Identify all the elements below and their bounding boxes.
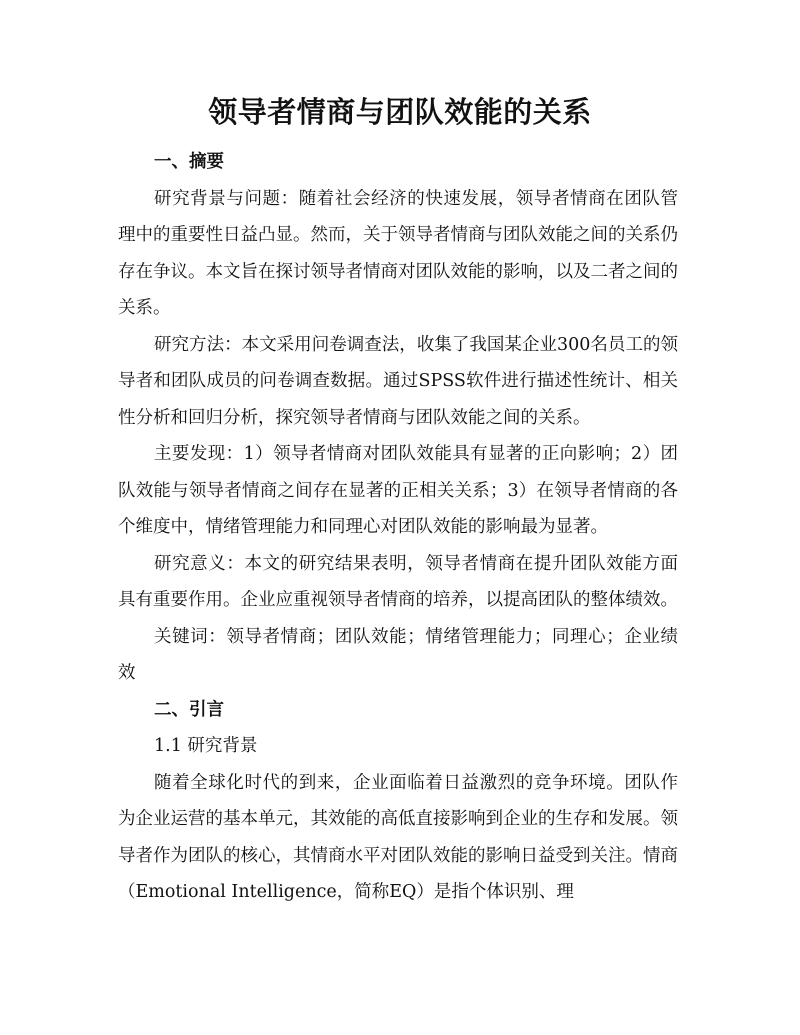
abstract-method-paragraph: 研究方法：本文采用问卷调查法，收集了我国某企业300名员工的领导者和团队成员的问卷调查数据。通过SPSS软件进行描述性统计、相关性分析和回归分析，探究领导者情商与团队效能之间的关系。 — [118, 334, 678, 428]
research-background-subheading: 1.1 研究背景 — [154, 736, 258, 756]
document-title: 领导者情商与团队效能的关系 — [208, 95, 592, 129]
keywords-paragraph: 关键词：领导者情商；团队效能；情绪管理能力；同理心；企业绩效 — [118, 626, 678, 683]
abstract-findings-paragraph: 主要发现：1）领导者情商对团队效能具有显著的正向影响；2）团队效能与领导者情商之间存在显著的正相关关系；3）在领导者情商的各个维度中，情绪管理能力和同理心对团队效能的影响最为显著。 — [118, 444, 678, 537]
document-body — [118, 144, 678, 911]
introduction-paragraph: 随着全球化时代的到来，企业面临着日益激烈的竞争环境。团队作为企业运营的基本单元，其效能的高低直接影响到企业的生存和发展。领导者作为团队的核心，其情商水平对团队效能的影响日益受到关注。情商（Emotional Intelligence，简称EQ）是指个体识别、理 — [118, 772, 678, 902]
introduction-heading: 二、引言 — [154, 699, 224, 720]
abstract-heading: 一、摘要 — [154, 152, 224, 172]
abstract-significance-paragraph: 研究意义：本文的研究结果表明，领导者情商在提升团队效能方面具有重要作用。企业应重视领导者情商的培养，以提高团队的整体绩效。 — [118, 553, 678, 610]
abstract-background-paragraph: 研究背景与问题：随着社会经济的快速发展，领导者情商在团队管理中的重要性日益凸显。然而，关于领导者情商与团队效能之间的关系仍存在争议。本文旨在探讨领导者情商对团队效能的影响，以及二者之间的关系。 — [118, 188, 678, 318]
